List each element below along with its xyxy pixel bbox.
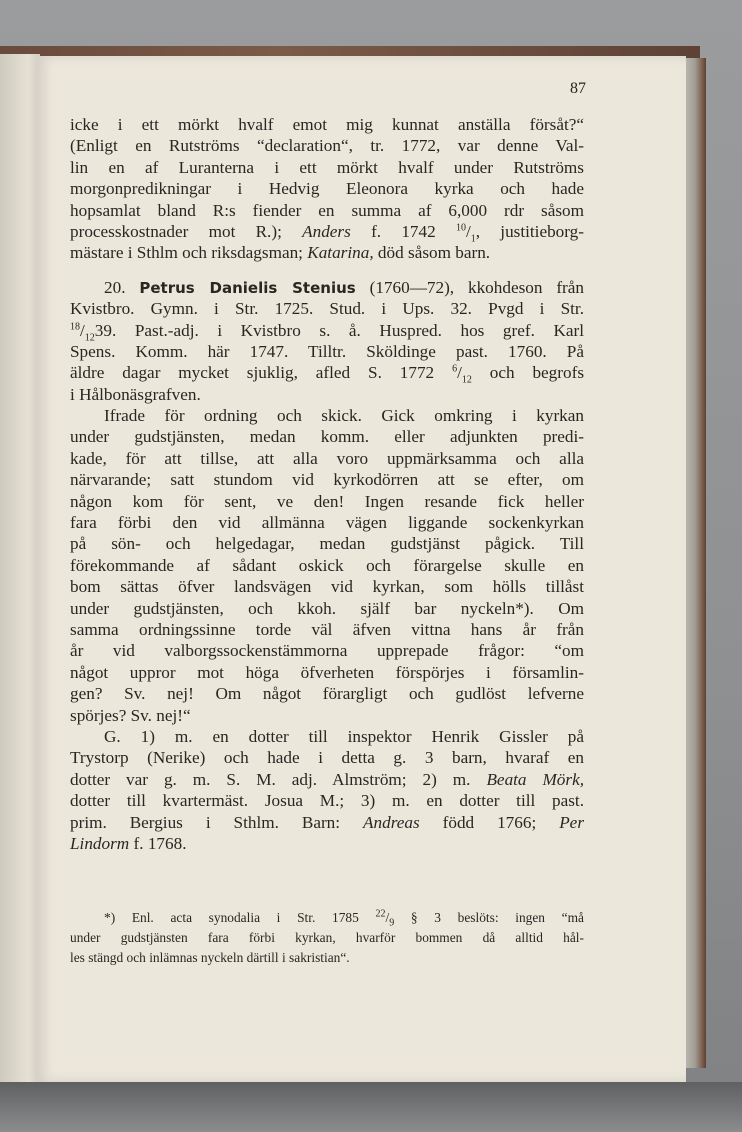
text-line: G. 1) m. en dotter till inspektor Henrik Gissler på bbox=[104, 726, 584, 746]
text-line: bom sättas öfver landsvägen vid kyrkan, som hölls tillåst bbox=[70, 577, 584, 597]
text-line: fara förbi den vid allmänna vägen liggande sockenkyrkan bbox=[70, 513, 584, 533]
text-line: på sön- och helgedagar, medan gudstjänst pågick. Till bbox=[70, 534, 584, 554]
text-line: mästare i Sthlm och riksdagsman; Katarina, död såsom barn. bbox=[70, 243, 491, 263]
person-name: Petrus Danielis Stenius bbox=[139, 278, 356, 297]
text-line: hopsamlat bland R:s fiender en summa af 6,000 rdr såsom bbox=[70, 200, 584, 220]
text-line: Lindorm f. 1768. bbox=[70, 833, 187, 853]
text-line: under gudstjänsten, och kkoh. själf bar nyckeln*). Om bbox=[70, 598, 584, 618]
facing-page-edge bbox=[0, 54, 40, 1086]
text-line: Trystorp (Nerike) och hade i detta g. 3 barn, hvaraf en bbox=[70, 748, 584, 768]
text-line: under gudstjänsten, medan komm. eller adjunkten predi- bbox=[70, 427, 584, 447]
entry-heading-line: 20. Petrus Danielis Stenius (1760—72), kkohdeson från bbox=[104, 277, 585, 297]
text-line: processkostnader mot R.); Anders f. 1742 $^{10}/_1$, justitieborg- bbox=[70, 221, 584, 245]
text-line: Ifrade för ordning och skick. Gick omkring i kyrkan bbox=[104, 406, 584, 426]
page-number: 87 bbox=[570, 80, 586, 97]
text-line: i Hålbonäsgrafven. bbox=[70, 384, 201, 404]
text-line: samma ordningssinne torde väl äfven vittna hans år från bbox=[70, 619, 584, 639]
text-line: år vid valborgssockenstämmorna upprepade frågor: “om bbox=[70, 641, 584, 661]
text-line: dotter var g. m. S. M. adj. Almström; 2) m. Beata Mörk, bbox=[70, 769, 585, 789]
footnote-line: *) Enl. acta synodalia i Str. 1785 $^{22}/_9$ § 3 beslöts: ingen “må bbox=[104, 908, 584, 929]
text-line: något uppror mot höga öfverheten förspörjes i församlin- bbox=[70, 662, 584, 682]
text-line: Kvistbro. Gymn. i Str. 1725. Stud. i Ups. 32. Pvgd i Str. bbox=[70, 299, 584, 319]
text-line: någon kom för sent, ve den! Ingen resande fick heller bbox=[70, 491, 584, 511]
body-text bbox=[70, 114, 584, 854]
text-line: spörjes? Sv. nej!“ bbox=[70, 705, 191, 725]
text-line: prim. Bergius i Sthlm. Barn: Andreas född 1766; Per bbox=[70, 812, 585, 832]
text-line: dotter till kvartermäst. Josua M.; 3) m. en dotter till past. bbox=[70, 791, 584, 811]
text-line: (Enligt en Rutströms “declaration“, tr. 1772, var denne Val- bbox=[70, 136, 584, 156]
text-line: $^{18}/_{12}39$. Past.-adj. i Kvistbro s. å. Huspred. hos gref. Karl bbox=[70, 320, 584, 343]
text-line: förekommande af sådant oskick och förargelse skulle en bbox=[70, 555, 584, 575]
text-line: Spens. Komm. här 1747. Tilltr. Sköldinge past. 1760. På bbox=[70, 341, 584, 361]
book-right-edge bbox=[684, 58, 706, 1068]
footnote-line: under gudstjänsten fara förbi kyrkan, hvarför bommen då alltid hål- bbox=[70, 930, 584, 945]
footnote bbox=[70, 908, 584, 968]
footnote-line: les stängd och inlämnas nyckeln därtill i sakristian“. bbox=[70, 950, 350, 965]
text-line: icke i ett mörkt hvalf emot mig kunnat anställa försåt?“ bbox=[70, 115, 584, 134]
text-line: kade, för att tillse, att alla voro uppmärksamma och alla bbox=[70, 448, 584, 468]
text-line: gen? Sv. nej! Om något förargligt och gudlöst lefverne bbox=[70, 684, 584, 704]
text-line: morgonpredikningar i Hedvig Eleonora kyrka och hade bbox=[70, 179, 584, 199]
scan-bottom-shadow bbox=[0, 1082, 742, 1132]
text-line: lin en af Luranterna i ett mörkt hvalf under Rutströms bbox=[70, 157, 584, 177]
text-line: äldre dagar mycket sjuklig, afled S. 1772 $^6/_{12}$ och begrofs bbox=[70, 363, 585, 386]
text-line: närvarande; satt stundom vid kyrkodörren att se efter, om bbox=[70, 470, 584, 490]
